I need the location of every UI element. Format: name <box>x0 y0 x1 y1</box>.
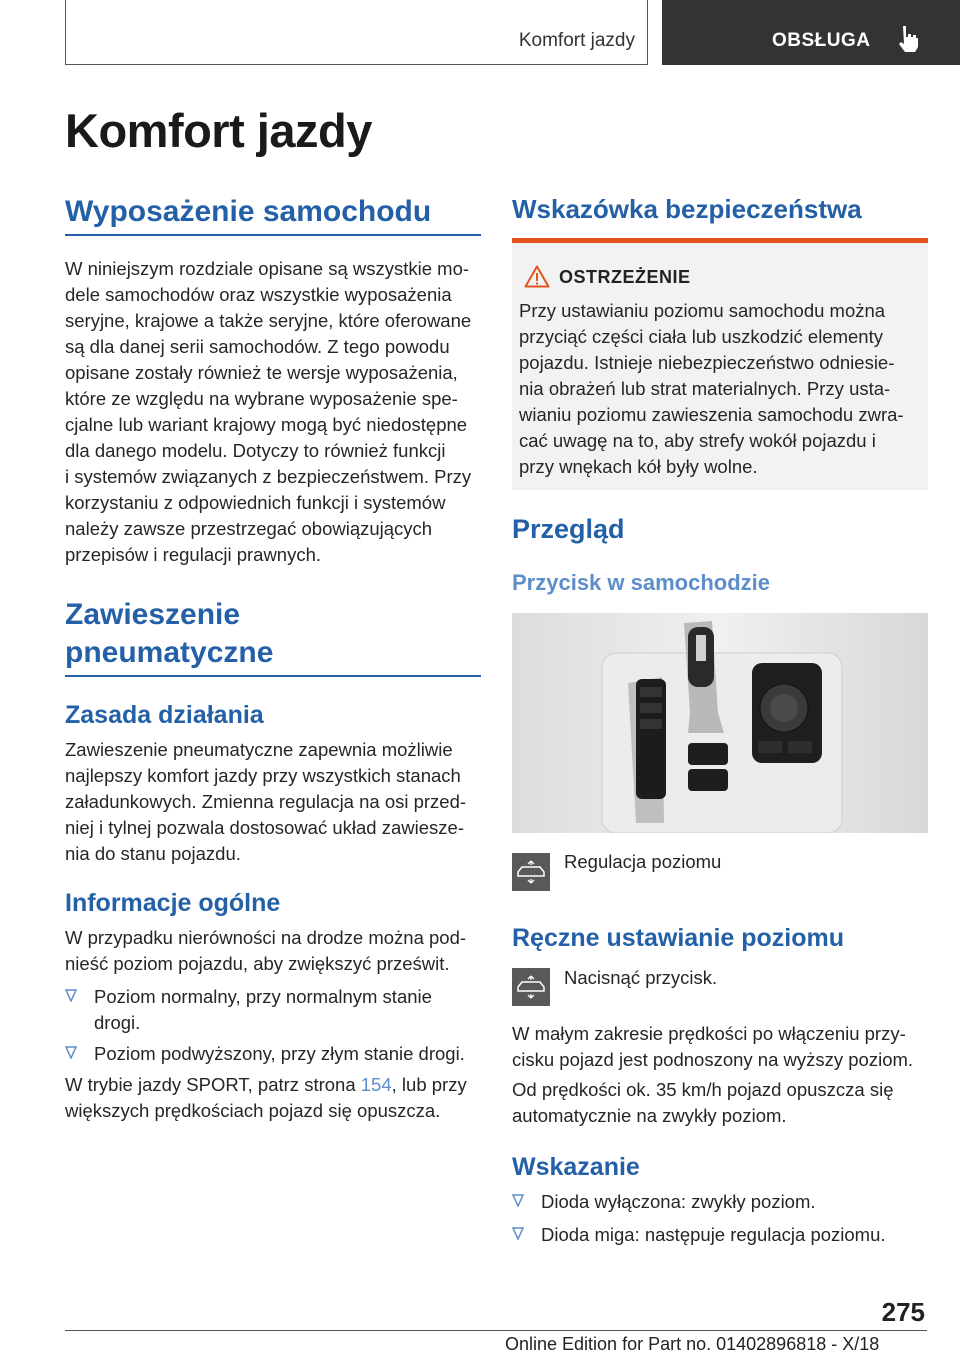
text-span: W trybie jazdy SPORT, patrz strona <box>65 1074 361 1095</box>
header-section-box <box>65 0 648 65</box>
text-line: W małym zakresie prędkości po włączeniu przy- <box>512 1023 906 1044</box>
subsection-title-principle: Zasada działania <box>65 701 264 729</box>
level-adjustment-caption: Regulacja poziomu <box>564 851 722 872</box>
triangle-bullet-icon <box>512 1227 524 1240</box>
list-item-text: Dioda miga: następuje regulacja poziomu. <box>541 1224 886 1245</box>
text-line: W niniejszym rozdziale opisane są wszystkie mo- <box>65 258 470 279</box>
text-line: załadunkowych. Zmienna regulacja na osi przed- <box>65 791 467 812</box>
list-item <box>65 984 485 1036</box>
page-reference-link[interactable]: 154 <box>360 1074 392 1095</box>
page-number: 275 <box>881 1297 925 1327</box>
text-line: Przy ustawianiu poziomu samochodu można <box>519 300 886 321</box>
subsection-title-button: Przycisk w samochodzie <box>512 570 770 595</box>
section-title-equipment: Wyposażenie samochodu <box>65 195 432 228</box>
text-line: Od prędkości ok. 35 km/h pojazd opuszcza się <box>512 1079 894 1100</box>
list-item <box>512 1222 932 1248</box>
pointing-hand-icon <box>894 24 920 54</box>
text-line: Zawieszenie pneumatyczne zapewnia możliwie <box>65 739 453 760</box>
header-chapter-label: OBSŁUGA <box>772 30 871 51</box>
warning-box <box>512 238 928 490</box>
text-line: pojazdu. Istnieje niebezpieczeństwo odniesie- <box>519 352 895 373</box>
manual-level-paragraph-2 <box>512 1077 932 1129</box>
title-line: Zawieszenie <box>65 598 241 631</box>
section-title-overview: Przegląd <box>512 514 625 544</box>
header-section-title: Komfort jazdy <box>518 30 635 51</box>
warning-text <box>519 298 919 480</box>
warning-label: OSTRZEŻENIE <box>559 267 691 287</box>
subsection-title-general-info: Informacje ogólne <box>65 889 281 917</box>
text-line: najlepszy komfort jazdy przy wszystkich stanach <box>65 765 461 786</box>
section-rule <box>65 675 481 677</box>
section-title-safety: Wskazówka bezpieczeństwa <box>512 194 862 224</box>
list-item-text: drogi. <box>94 1012 141 1033</box>
text-line: cjalne lub wariant krajowy mogą być niedostępne <box>65 414 468 435</box>
section-title-air-suspension <box>65 596 273 672</box>
header-chapter-tab <box>662 0 960 65</box>
equipment-paragraph <box>65 256 485 568</box>
center-console-photo <box>512 613 928 833</box>
level-adjustment-icon <box>512 968 550 1006</box>
manual-level-caption: Nacisnąć przycisk. <box>564 967 718 988</box>
warning-triangle-icon <box>524 265 550 288</box>
manual-level-paragraph-1 <box>512 1021 932 1073</box>
text-line: przyciąć części ciała lub uszkodzić elementy <box>519 326 883 347</box>
list-item <box>512 1189 932 1215</box>
list-item <box>65 1041 485 1067</box>
triangle-bullet-icon <box>512 1194 524 1207</box>
text-line: nia do stanu pojazdu. <box>65 843 241 864</box>
principle-paragraph <box>65 737 485 867</box>
text-line: przy wnękach kół były wolne. <box>519 456 758 477</box>
text-line: korzystaniu z odpowiednich funkcji i systemów <box>65 492 446 513</box>
title-line: pneumatyczne <box>65 636 274 669</box>
sport-mode-paragraph <box>65 1072 485 1124</box>
text-line: dele samochodów oraz wszystkie wyposażenia <box>65 284 452 305</box>
text-line: i systemów związanych z bezpieczeństwem. Przy <box>65 466 472 487</box>
center-console-illustration <box>512 613 928 833</box>
general-info-paragraph <box>65 925 485 977</box>
section-title-indicator: Wskazanie <box>512 1153 640 1181</box>
text-span: , lub przy <box>391 1074 467 1095</box>
text-line: cać uwagę na to, aby strefy wokół pojazdu i <box>519 430 876 451</box>
page-title: Komfort jazdy <box>65 104 372 157</box>
level-adjustment-icon <box>512 853 550 891</box>
text-line: większych prędkościach pojazd się opuszcza. <box>65 1100 441 1121</box>
text-line: wianiu poziomu zawieszenia samochodu zwra- <box>519 404 904 425</box>
text-line: przepisów i regulacji prawnych. <box>65 544 322 565</box>
footer-edition: Online Edition for Part no. 01402896818 - X/18 <box>505 1334 880 1354</box>
text-line: które ze względu na wybrane wyposażenie spe- <box>65 388 458 409</box>
list-item-text: Poziom normalny, przy normalnym stanie <box>94 986 432 1007</box>
text-line: są dla danej serii samochodów. Z tego powodu <box>65 336 450 357</box>
text-line: cisku pojazd jest podnoszony na wyższy poziom. <box>512 1049 914 1070</box>
list-item-text: Dioda wyłączona: zwykły poziom. <box>541 1191 816 1212</box>
text-line: należy zawsze przestrzegać obowiązujących <box>65 518 433 539</box>
text-line: niej i tylnej pozwala dostosować układ zawiesze- <box>65 817 464 838</box>
text-line: nia obrażeń lub strat materialnych. Przy usta- <box>519 378 891 399</box>
list-item-text: Poziom podwyższony, przy złym stanie drogi. <box>94 1043 465 1064</box>
text-line: seryjne, krajowe a także seryjne, które oferowane <box>65 310 472 331</box>
text-line: dla danego modelu. Dotyczy to również funkcji <box>65 440 446 461</box>
text-line: automatycznie na zwykły poziom. <box>512 1105 787 1126</box>
triangle-bullet-icon <box>65 989 77 1002</box>
text-line: W przypadku nierówności na drodze można pod- <box>65 927 467 948</box>
section-title-manual-level: Ręczne ustawianie poziomu <box>512 924 845 952</box>
triangle-bullet-icon <box>65 1046 77 1059</box>
section-rule <box>65 234 481 236</box>
text-line: nieść poziom pojazdu, aby zwiększyć prześwit. <box>65 953 450 974</box>
text-line: opisane zostały również te wersje wyposażenia, <box>65 362 458 383</box>
footer-rule <box>65 1330 927 1331</box>
text-line <box>65 1072 485 1098</box>
